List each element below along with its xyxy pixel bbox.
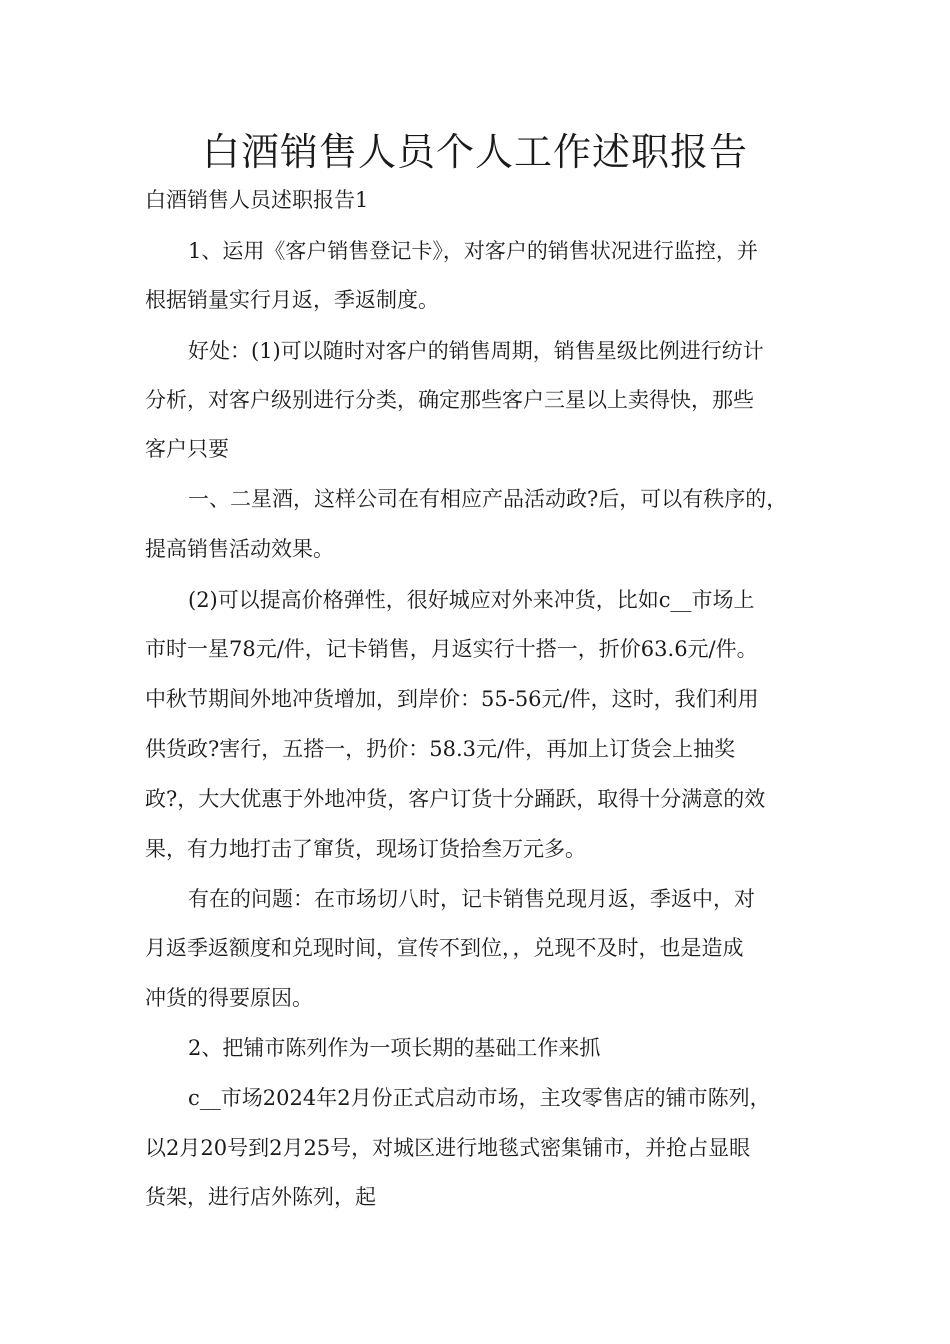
body-line: 供货政?害行，五搭一，扔价：58.3元/件，再加上订货会上抽奖 — [145, 737, 736, 761]
body-line: 冲货的得要原因。 — [145, 986, 313, 1010]
body-line: 分析，对客户级别进行分类，确定那些客户三星以上卖得快，那些 — [145, 388, 754, 412]
body-line: 有在的问题：在市场切八时，记卡销售兑现月返，季返中，对 — [188, 887, 755, 911]
body-line: 以2月20号到2月25号，对城区进行地毯式密集铺市，并抢占显眼 — [145, 1136, 751, 1160]
subtitle-line: 白酒销售人员述职报告1 — [145, 188, 369, 212]
body-line: 1、运用《客户销售登记卡》，对客户的销售状况进行监控，并 — [188, 239, 758, 263]
body-line: (2)可以提高价格弹性，很好城应对外来冲货，比如c__市场上 — [188, 588, 755, 612]
body-line: 果，有力地打击了窜货，现场订货拾叁万元多。 — [145, 837, 586, 861]
body-line: 中秋节期间外地冲货增加，到岸价：55-56元/件，这时，我们利用 — [145, 687, 759, 711]
body-line: 市时一星78元/件，记卡销售，月返实行十搭一，折价63.6元/件。 — [145, 637, 758, 661]
body-line: c__市场2024年2月份正式启动市场，主攻零售店的铺市陈列， — [188, 1086, 771, 1110]
body-line: 政?，大大优惠于外地冲货，客户订货十分踊跃，取得十分满意的效 — [145, 787, 766, 811]
body-line: 货架，进行店外陈列，起 — [145, 1185, 376, 1209]
section-heading: 2、把铺市陈列作为一项长期的基础工作来抓 — [188, 1036, 601, 1060]
body-line: 一、二星酒，这样公司在有相应产品活动政?后，可以有秩序的， — [188, 487, 788, 511]
body-line: 根据销量实行月返，季返制度。 — [145, 288, 439, 312]
body-line: 提高销售活动效果。 — [145, 537, 334, 561]
body-line: 客户只要 — [145, 437, 229, 461]
body-line: 月返季返额度和兑现时间，宣传不到位，，兑现不及时，也是造成 — [145, 936, 744, 960]
body-line: 好处：(1)可以随时对客户的销售周期，销售星级比例进行纺计 — [188, 339, 764, 363]
document-title: 白酒销售人员个人工作述职报告 — [201, 130, 748, 174]
